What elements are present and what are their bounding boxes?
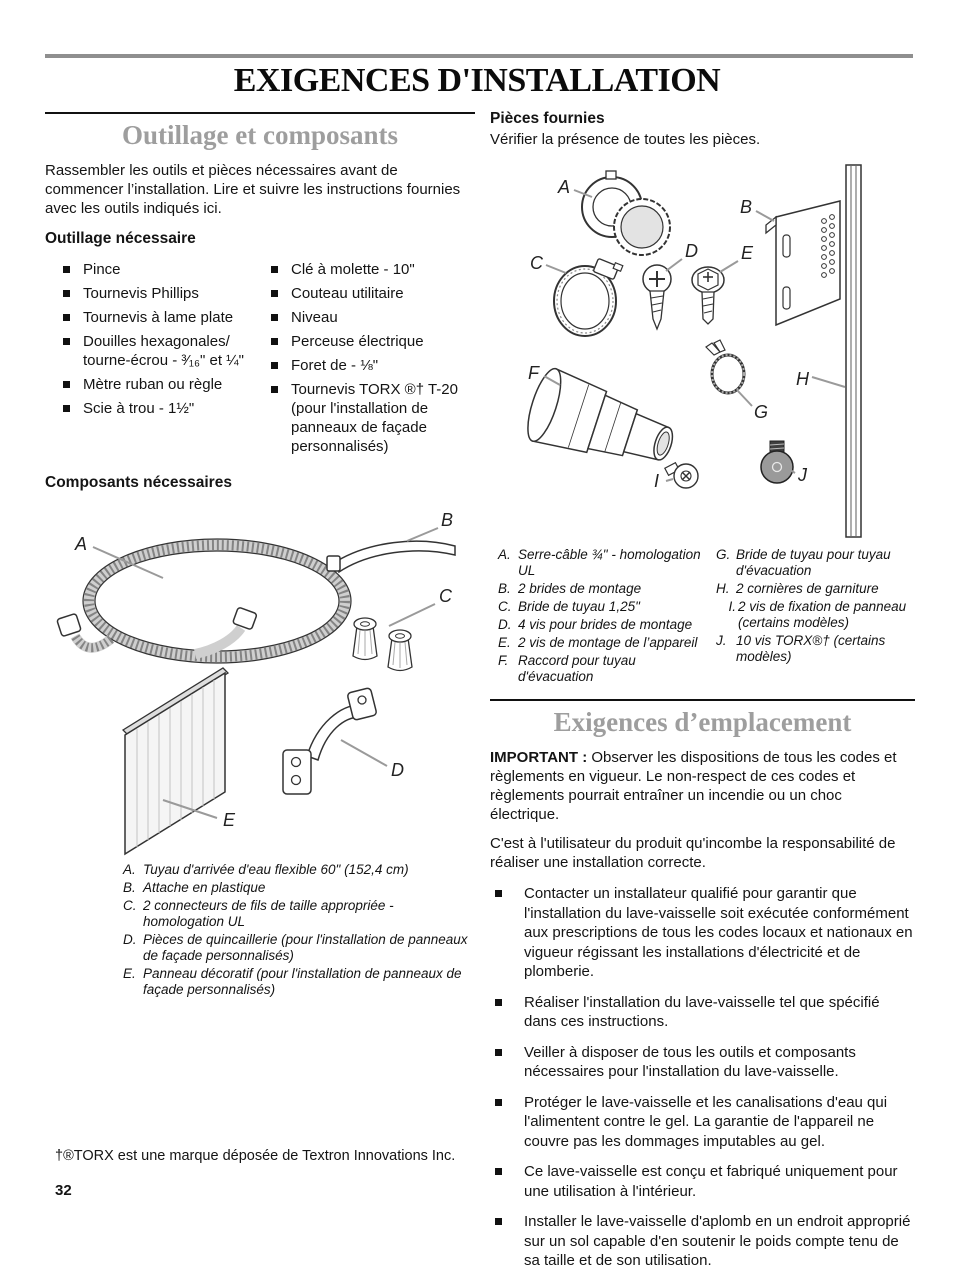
list-item xyxy=(490,993,915,1032)
parts-caption xyxy=(498,547,915,685)
caption-item xyxy=(498,617,710,633)
components-figure xyxy=(45,504,475,860)
page-title: EXIGENCES D'INSTALLATION xyxy=(233,62,721,99)
figure-label-b: B xyxy=(740,197,753,217)
caption-letter: E. xyxy=(123,966,136,981)
parts-intro: Vérifier la présence de toutes les pièces. xyxy=(490,131,761,148)
section-heading-tools: Outillage et composants xyxy=(122,120,398,150)
caption-text: Panneau décoratif (pour l'installation de panneaux de façade personnalisés) xyxy=(143,966,462,997)
caption-item xyxy=(123,966,475,998)
list-item-label: Tournevis à lame plate xyxy=(83,309,234,326)
figure-label-f: F xyxy=(528,363,539,383)
components-subheading: Composants nécessaires xyxy=(45,474,232,491)
strain-relief-illustration xyxy=(557,171,670,255)
caption-letter: H. xyxy=(716,581,730,596)
caption-text: 2 connecteurs de fils de taille appropriée - homologation UL xyxy=(143,898,394,929)
list-item-label: Réaliser l'installation du lave-vaisselle tel que spécifié dans ces instructions. xyxy=(524,993,880,1030)
panel-hardware-illustration xyxy=(283,688,404,794)
list-item xyxy=(45,284,257,303)
caption-item xyxy=(716,547,915,579)
figure-label-e: E xyxy=(223,810,236,830)
square-bullet-icon xyxy=(495,890,502,897)
figure-label-g: G xyxy=(754,402,769,422)
trademark-footnote: †®TORX est une marque déposée de Textron Innovations Inc. xyxy=(55,1148,456,1164)
top-divider xyxy=(45,54,913,58)
list-item-label: Couteau utilitaire xyxy=(291,285,404,302)
square-bullet-icon xyxy=(63,405,70,412)
figure-label-a: A xyxy=(75,534,88,554)
caption-letter: E. xyxy=(498,635,511,650)
list-item-label: Foret de - ⅛" xyxy=(291,357,379,374)
tools-list-col2 xyxy=(263,260,475,456)
list-item xyxy=(490,1043,915,1082)
caption-text: Serre-câble ¾" - homologation UL xyxy=(518,547,701,578)
caption-letter: I. xyxy=(728,599,736,614)
wire-connectors-illustration xyxy=(353,586,453,671)
caption-item xyxy=(123,898,475,930)
square-bullet-icon xyxy=(271,362,278,369)
caption-text: 2 brides de montage xyxy=(518,581,642,596)
square-bullet-icon xyxy=(63,338,70,345)
tools-subheading: Outillage nécessaire xyxy=(45,230,196,247)
left-column xyxy=(45,112,475,998)
list-item-label: Protéger le lave-vaisselle et les canalisations d'eau qui l'alimentent contre le gel. La garantie de l'appareil ne couvre pas les dommages imputables au gel. xyxy=(524,1093,888,1150)
square-bullet-icon xyxy=(495,1168,502,1175)
figure-label-d: D xyxy=(391,760,404,780)
square-bullet-icon xyxy=(63,266,70,273)
square-bullet-icon xyxy=(495,1218,502,1225)
section-heading-location: Exigences d’emplacement xyxy=(553,707,852,737)
square-bullet-icon xyxy=(271,338,278,345)
list-item-label: Clé à molette - 10" xyxy=(291,261,415,278)
list-item xyxy=(263,356,475,375)
caption-text: Raccord pour tuyau d'évacuation xyxy=(518,653,636,684)
square-bullet-icon xyxy=(63,314,70,321)
phillips-screw-illustration xyxy=(643,241,698,329)
page-number: 32 xyxy=(55,1182,72,1199)
important-label: IMPORTANT : xyxy=(490,749,588,766)
important-paragraph xyxy=(490,748,915,824)
caption-item xyxy=(498,581,710,597)
list-item xyxy=(490,1162,915,1201)
caption-letter: A. xyxy=(498,547,511,562)
list-item-label: Installer le lave-vaisselle d'aplomb en un endroit approprié sur un sol capable d'en soutenir le poids compte tenu de sa taille et de son utilisation. xyxy=(524,1213,911,1269)
caption-item xyxy=(498,599,710,615)
important-text: Observer les dispositions de tous les codes et règlements en vigueur. Le non-respect de ces codes et règlements pourrait entraîner un incendie ou un choc électrique. xyxy=(490,749,897,823)
caption-letter: C. xyxy=(498,599,512,614)
panel-screw-illustration xyxy=(654,463,698,491)
water-hose-illustration xyxy=(57,534,351,663)
list-item-label: Tournevis TORX ®† T-20 (pour l'installation de panneaux de façade personnalisés) xyxy=(291,381,458,455)
caption-text: Tuyau d'arrivée d'eau flexible 60" (152,4 cm) xyxy=(143,862,409,877)
square-bullet-icon xyxy=(63,381,70,388)
location-bullets xyxy=(490,884,915,1271)
parts-subheading: Pièces fournies xyxy=(490,110,605,127)
tools-intro: Rassembler les outils et pièces nécessaires avant de commencer l’installation. Lire et suivre les instructions fournies avec les outils indiqués ici. xyxy=(45,162,461,217)
caption-item xyxy=(716,581,915,597)
caption-letter: F. xyxy=(498,653,509,668)
list-item-label: Contacter un installateur qualifié pour garantir que l'installation du lave-vaisselle soit exécutée conformément aux prescriptions de tous les codes locaux et nationaux en vigueur régissant les installations d'électricité et de plomberie. xyxy=(524,885,913,980)
list-item xyxy=(45,332,257,370)
square-bullet-icon xyxy=(63,290,70,297)
list-item xyxy=(263,308,475,327)
caption-item xyxy=(498,635,710,651)
list-item-label: Veiller à disposer de tous les outils et composants nécessaires pour l'installation du lave-vaisselle. xyxy=(524,1043,856,1080)
square-bullet-icon xyxy=(495,1099,502,1106)
torx-screw-illustration xyxy=(761,441,808,485)
parts-caption-col1 xyxy=(498,547,710,685)
section-divider xyxy=(490,699,915,701)
figure-label-i: I xyxy=(654,471,660,491)
square-bullet-icon xyxy=(495,1049,502,1056)
list-item xyxy=(45,399,257,418)
tools-list-col1 xyxy=(45,260,257,456)
section-divider xyxy=(45,112,475,114)
list-item-label: Douilles hexagonales/ tourne-écrou - ³⁄₁₆" et ¼" xyxy=(83,333,244,369)
caption-text: Bride de tuyau 1,25" xyxy=(518,599,640,614)
caption-text: 2 cornières de garniture xyxy=(736,581,879,596)
list-item-label: Tournevis Phillips xyxy=(83,285,199,302)
caption-letter: C. xyxy=(123,898,137,913)
drain-fitting-illustration xyxy=(521,365,682,482)
figure-label-e: E xyxy=(741,243,754,263)
caption-item xyxy=(123,862,475,878)
list-item-label: Niveau xyxy=(291,309,338,326)
parts-caption-col2 xyxy=(716,547,915,685)
caption-item xyxy=(123,880,475,896)
caption-letter: D. xyxy=(498,617,512,632)
list-item xyxy=(263,380,475,456)
list-item-label: Mètre ruban ou règle xyxy=(83,376,223,393)
list-item xyxy=(490,1212,915,1271)
figure-label-c: C xyxy=(530,253,543,273)
figure-label-h: H xyxy=(796,369,809,389)
list-item-label: Scie à trou - 1½" xyxy=(83,400,195,417)
caption-item xyxy=(498,547,710,579)
square-bullet-icon xyxy=(271,266,278,273)
caption-letter: B. xyxy=(123,880,136,895)
square-bullet-icon xyxy=(271,386,278,393)
caption-item xyxy=(716,633,915,665)
caption-text: Attache en plastique xyxy=(143,880,266,895)
caption-letter: A. xyxy=(123,862,136,877)
caption-item xyxy=(716,599,915,631)
tools-list xyxy=(45,260,475,456)
caption-text: 10 vis TORX®† (certains modèles) xyxy=(736,633,886,664)
list-item-label: Ce lave-vaisselle est conçu et fabriqué uniquement pour une utilisation à l'intérieur. xyxy=(524,1163,898,1200)
components-caption xyxy=(123,862,475,998)
list-item xyxy=(45,375,257,394)
caption-text: 2 vis de montage de l’appareil xyxy=(518,635,698,650)
right-column xyxy=(490,110,915,1271)
caption-text: Bride de tuyau pour tuyau d'évacuation xyxy=(736,547,891,578)
list-item xyxy=(263,332,475,351)
decorative-panel-illustration xyxy=(123,668,236,854)
list-item xyxy=(490,1093,915,1152)
plastic-strap-illustration xyxy=(327,510,455,572)
figure-label-j: J xyxy=(798,465,807,485)
responsibility-paragraph: C'est à l'utilisateur du produit qu'incombe la responsabilité de réaliser une installation correcte. xyxy=(490,835,896,871)
drain-clamp-illustration xyxy=(706,340,768,422)
figure-label-d: D xyxy=(685,241,698,261)
caption-item xyxy=(123,932,475,964)
list-item xyxy=(263,260,475,279)
caption-text: Pièces de quincaillerie (pour l'installation de panneaux de façade personnalisés) xyxy=(143,932,468,963)
caption-letter: G. xyxy=(716,547,731,562)
figure-label-b: B xyxy=(441,510,454,530)
list-item-label: Pince xyxy=(83,261,121,278)
list-item-label: Perceuse électrique xyxy=(291,333,424,350)
square-bullet-icon xyxy=(271,290,278,297)
caption-text: 2 vis de fixation de panneau (certains modèles) xyxy=(738,599,907,630)
figure-label-c: C xyxy=(439,586,452,606)
square-bullet-icon xyxy=(271,314,278,321)
caption-letter: B. xyxy=(498,581,511,596)
caption-letter: J. xyxy=(716,633,727,648)
caption-item xyxy=(498,653,710,685)
hex-screw-illustration xyxy=(692,243,754,324)
hose-clamp-illustration xyxy=(530,253,623,336)
mounting-bracket-illustration xyxy=(740,197,840,325)
list-item xyxy=(45,308,257,327)
caption-letter: D. xyxy=(123,932,137,947)
figure-label-a: A xyxy=(558,177,571,197)
caption-text: 4 vis pour brides de montage xyxy=(518,617,693,632)
parts-figure xyxy=(490,159,915,547)
list-item xyxy=(490,884,915,982)
list-item xyxy=(45,260,257,279)
square-bullet-icon xyxy=(495,999,502,1006)
list-item xyxy=(263,284,475,303)
